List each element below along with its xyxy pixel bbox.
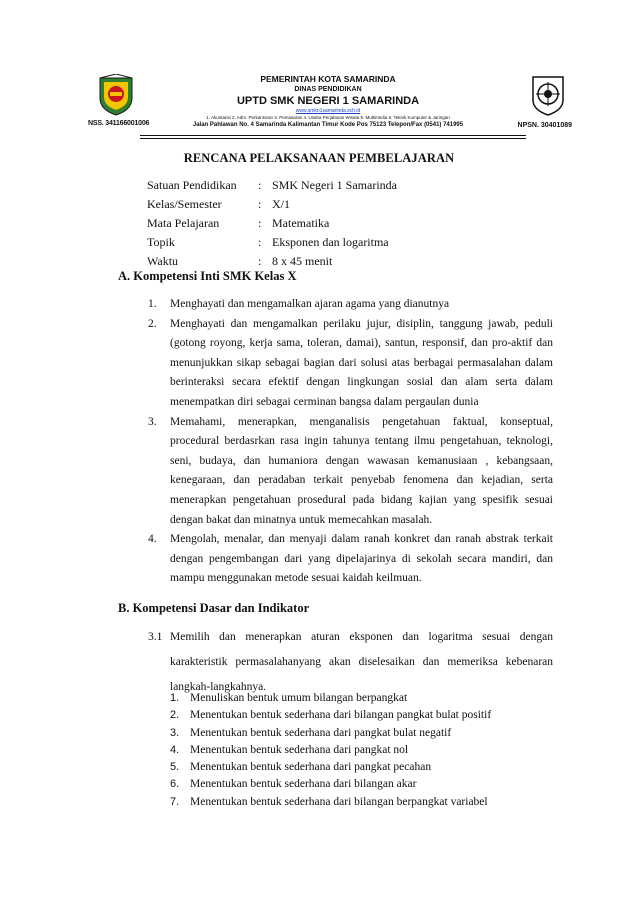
info-value: Eksponen dan logaritma	[272, 235, 389, 249]
info-label: Kelas/Semester	[147, 197, 222, 211]
list-item-text: Menentukan bentuk sederhana dari bilangan akar	[190, 778, 417, 791]
info-value: Matematika	[272, 216, 330, 230]
letterhead-government: PEMERINTAH KOTA SAMARINDA	[260, 74, 396, 84]
letterhead-school: UPTD SMK NEGERI 1 SAMARINDA	[236, 95, 420, 107]
letterhead-text	[148, 74, 508, 129]
city-emblem-icon	[96, 74, 136, 116]
list-item-text: Menuliskan bentuk umum bilangan berpangkat	[190, 692, 408, 704]
list-item-text: Menentukan bentuk sederhana dari pangkat pecahan	[190, 761, 432, 774]
list-item	[170, 690, 491, 707]
basic-competency	[148, 625, 553, 700]
core-competency-list	[148, 295, 553, 589]
list-item	[170, 725, 491, 742]
list-item-number: 4.	[148, 533, 157, 546]
info-value: 8 x 45 menit	[272, 254, 333, 268]
document-title: RENCANA PELAKSANAAN PEMBELAJARAN	[183, 151, 455, 165]
section-a-heading: A. Kompetensi Inti SMK Kelas X	[118, 269, 297, 283]
list-item-text: Menentukan bentuk sederhana dari bilangan pangkat bulat positif	[190, 709, 492, 722]
school-emblem-icon	[530, 74, 566, 116]
list-item-number: 1.	[170, 692, 180, 704]
letterhead-divider	[140, 135, 526, 136]
info-value: X/1	[272, 197, 290, 211]
list-item-number: 1.	[148, 298, 157, 310]
basic-competency-number: 3.1	[148, 631, 163, 643]
list-item-text: Menghayati dan mengamalkan perilaku jujur, disiplin, tanggung jawab, peduli (gotong royong, kerja sama, toleran, damai), santun, responsif, dan pro-aktif dan menunjukkan sikap sebagai bagian dari solusi atas berbagai permasalahan dalam berinteraksi secara efektif dengan lingkungan sosial dan alam serta dalam menempatkan diri sebagai cerminan bangsa dalam pergaulan dunia	[170, 317, 553, 408]
list-item	[170, 707, 491, 724]
letterhead-address: Jalan Pahlawan No. 4 Samarinda Kalimantan Timur Kode Pos 75123 Telepon/Fax (0541) 741995	[192, 122, 464, 128]
list-item	[170, 776, 491, 793]
info-colon: :	[258, 197, 262, 211]
info-label: Satuan Pendidikan	[147, 178, 237, 192]
list-item-text: Menentukan bentuk sederhana dari pangkat bulat negatif	[190, 726, 452, 739]
list-item-text: Menentukan bentuk sederhana dari pangkat nol	[190, 743, 409, 756]
info-colon: :	[258, 216, 262, 230]
npsn-number: NPSN. 30401089	[517, 122, 572, 129]
list-item-number: 3.	[170, 726, 180, 739]
info-colon: :	[258, 254, 262, 268]
indicator-list	[170, 690, 491, 811]
list-item	[148, 530, 553, 589]
nss-number: NSS. 341166001006	[88, 120, 150, 127]
letterhead-website-link[interactable]: www.smkn1samarinda.sch.id	[295, 108, 361, 114]
list-item-text: Memahami, menerapkan, menganalisis pengetahuan faktual, konseptual, procedural berdasrkan rasa ingin tahunya tentang ilmu pengetahuan, teknologi, seni, budaya, dan humaniora dengan wawasan kemanusiaan , kebangsaan, kenegaraan, dan peradaban terkait penyebab fenomena dan kejadian, serta menerapkan pengetahuan prosedural pada bidang kajian yang spesifik sesuai dengan bakat dan minatnya untuk memecahkan masalah.	[170, 415, 553, 526]
letterhead-agency: DINAS PENDIDIKAN	[294, 86, 362, 93]
info-colon: :	[258, 235, 262, 249]
list-item-text: Menghayati dan mengamalkan ajaran agama yang dianutnya	[170, 298, 450, 310]
list-item	[148, 413, 553, 531]
list-item-text: Mengolah, menalar, dan menyaji dalam ranah konkret dan ranah abstrak terkait dengan pengembangan dari yang dipelajarinya di sekolah secara mandiri, dan mampu menggunakan metode sesuai kaidah keilmuan.	[170, 533, 553, 585]
list-item-number: 5.	[170, 761, 180, 774]
list-item-number: 6.	[170, 778, 180, 791]
info-colon: :	[258, 178, 262, 192]
list-item-number: 4.	[170, 743, 180, 756]
list-item	[148, 295, 553, 315]
info-label: Topik	[147, 235, 175, 249]
letterhead-programs: 1. Akuntansi 2. Adm. Perkantoran 3. Pemasaran 4. Usaha Perjalanan Wisata 5. Multimedia 6. Teknik Komputer & Jaringan	[206, 115, 450, 120]
letterhead	[88, 72, 572, 140]
list-item-number: 7.	[170, 795, 180, 808]
info-value: SMK Negeri 1 Samarinda	[272, 178, 397, 192]
list-item	[170, 794, 491, 811]
section-b-heading: B. Kompetensi Dasar dan Indikator	[118, 601, 310, 615]
basic-competency-text: Memilih dan menerapkan aturan eksponen dan logaritma sesuai dengan karakteristik permasalahanyang akan diselesaikan dan memeriksa kebenaran langkah-langkahnya.	[170, 631, 553, 693]
list-item	[170, 759, 491, 776]
list-item	[170, 742, 491, 759]
info-label: Mata Pelajaran	[147, 216, 220, 230]
list-item-text: Menentukan bentuk sederhana dari bilangan berpangkat variabel	[190, 795, 488, 808]
list-item	[148, 315, 553, 413]
list-item-number: 2.	[148, 317, 157, 330]
list-item-number: 2.	[170, 709, 180, 722]
info-label: Waktu	[147, 254, 179, 268]
letterhead-divider-thin	[140, 138, 526, 139]
list-item-number: 3.	[148, 415, 157, 428]
